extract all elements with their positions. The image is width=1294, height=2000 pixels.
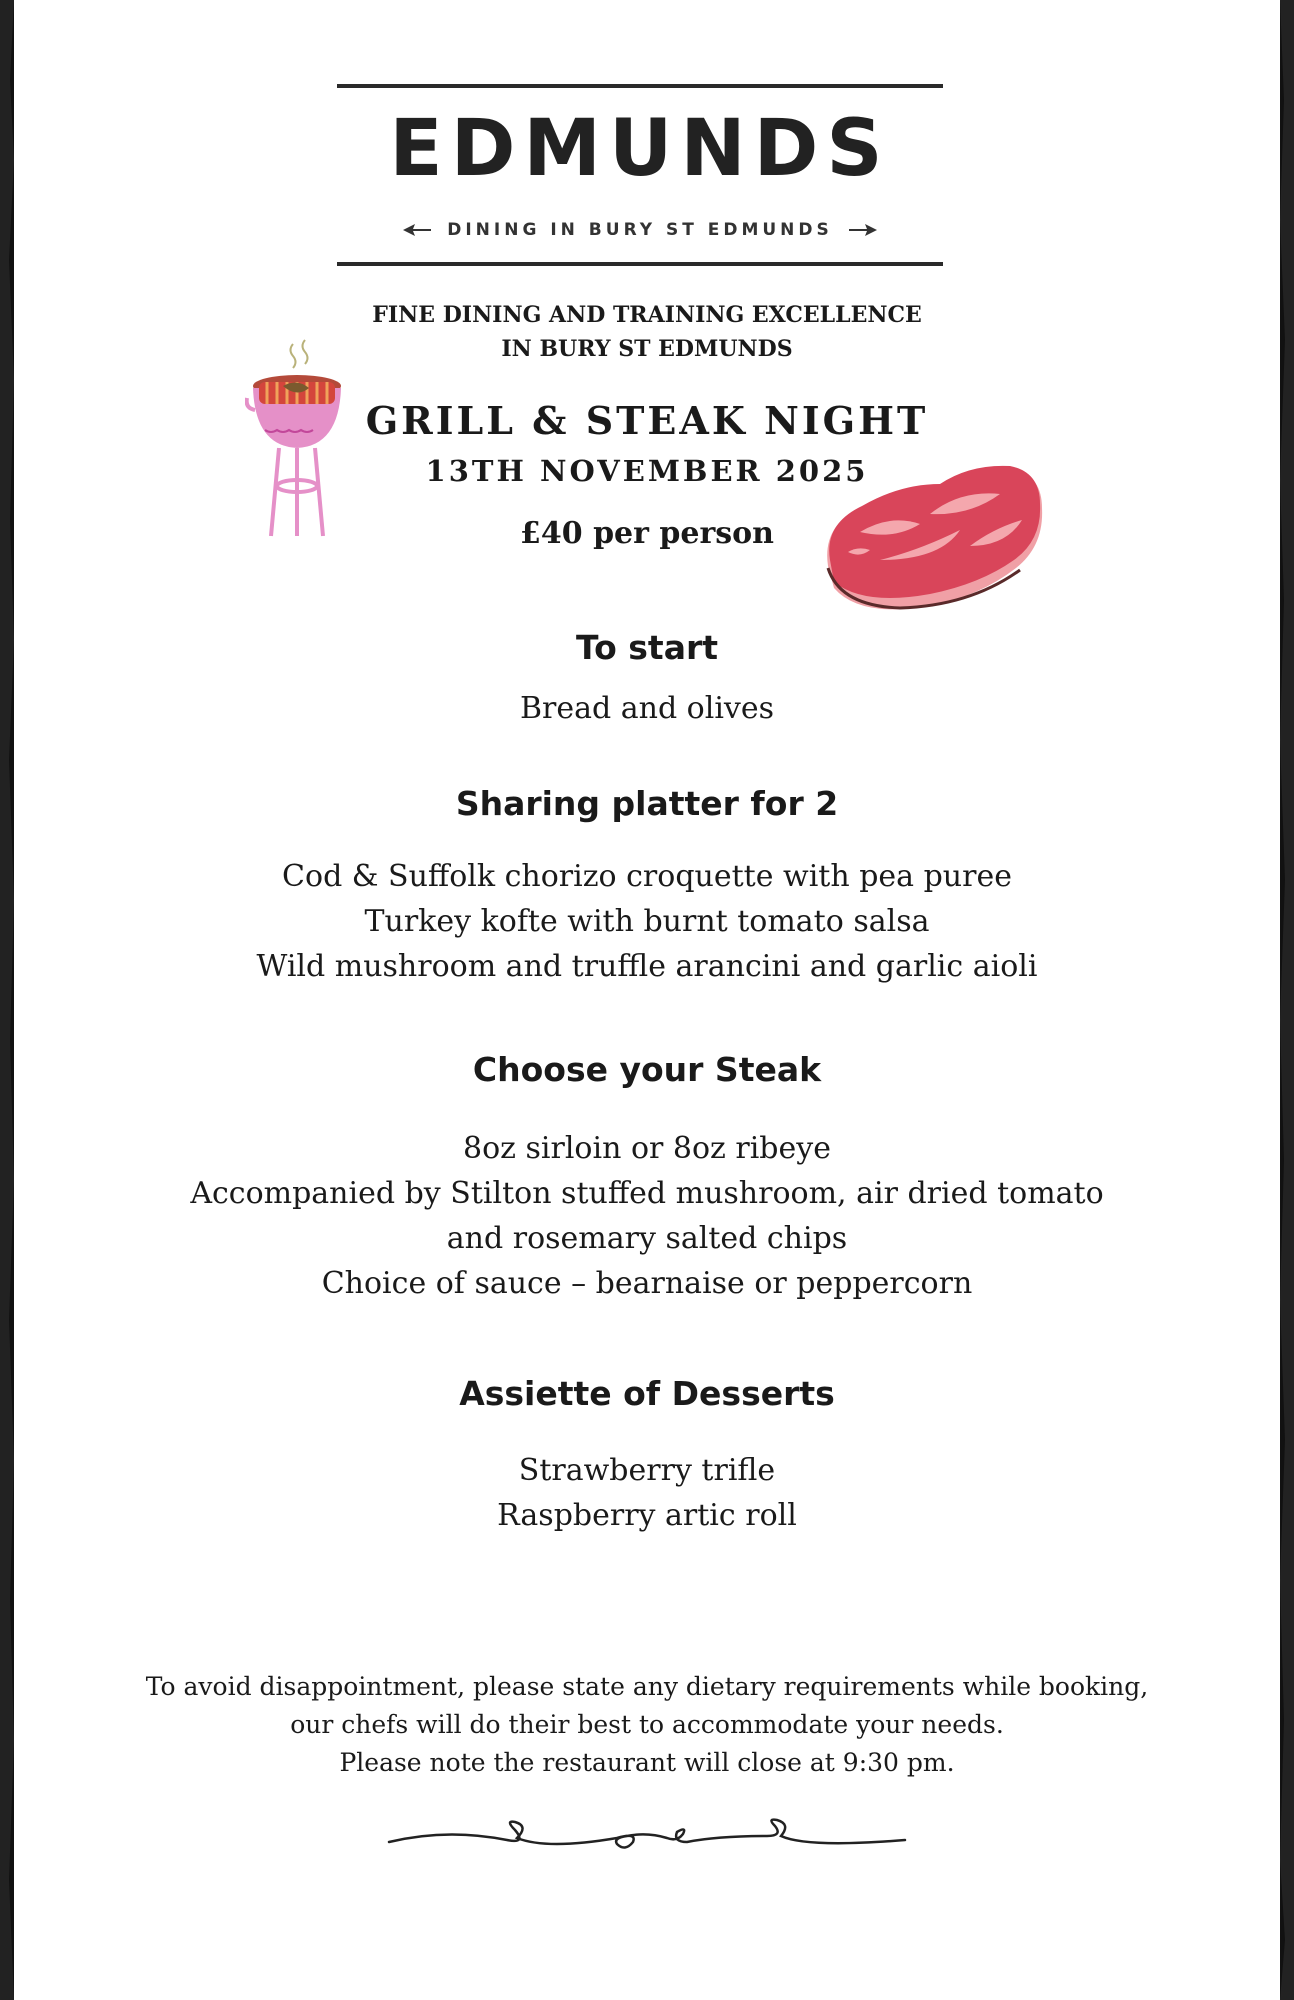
heading-sharing-platter: Sharing platter for 2 bbox=[455, 784, 839, 823]
menu-item: Strawberry trifle bbox=[518, 1453, 776, 1488]
menu-item: 8oz sirloin or 8oz ribeye bbox=[463, 1131, 831, 1166]
brand-name: EDMUNDS bbox=[389, 104, 891, 194]
dessert-items bbox=[0, 1448, 1294, 1538]
logo-top-rule bbox=[337, 84, 943, 88]
menu-item: and rosemary salted chips bbox=[446, 1221, 848, 1256]
menu-item: Cod & Suffolk chorizo croquette with pea puree bbox=[282, 859, 1012, 894]
event-date: 13TH NOVEMBER 2025 bbox=[425, 454, 869, 488]
heading-choose-steak: Choose your Steak bbox=[472, 1050, 822, 1089]
start-items bbox=[0, 686, 1294, 731]
menu-item: Bread and olives bbox=[519, 691, 775, 726]
heading-to-start: To start bbox=[575, 628, 719, 667]
steak-icon bbox=[820, 456, 1046, 621]
menu-item: Turkey kofte with burnt tomato salsa bbox=[364, 904, 930, 939]
footer-line-3: Please note the restaurant will close at 9:30 pm. bbox=[339, 1748, 955, 1777]
arrow-left-icon bbox=[403, 224, 431, 236]
steak-items bbox=[0, 1126, 1294, 1306]
menu-item: Wild mushroom and truffle arancini and garlic aioli bbox=[256, 949, 1038, 984]
heading-desserts: Assiette of Desserts bbox=[459, 1374, 835, 1413]
footer-line-1: To avoid disappointment, please state any dietary requirements while booking, bbox=[145, 1672, 1149, 1701]
tagline-row bbox=[337, 220, 943, 240]
footer-note bbox=[0, 1668, 1294, 1782]
menu-item: Raspberry artic roll bbox=[497, 1498, 797, 1533]
tagline: DINING IN BURY ST EDMUNDS bbox=[447, 220, 833, 240]
menu-item: Accompanied by Stilton stuffed mushroom, air dried tomato bbox=[190, 1176, 1104, 1211]
event-title: GRILL & STEAK NIGHT bbox=[365, 398, 929, 443]
menu-item: Choice of sauce – bearnaise or peppercorn bbox=[321, 1266, 973, 1301]
sharing-items bbox=[0, 854, 1294, 989]
intro-line-2: IN BURY ST EDMUNDS bbox=[501, 336, 793, 362]
swirl-divider bbox=[387, 1812, 907, 1856]
arrow-right-icon bbox=[849, 224, 877, 236]
intro-line-1: FINE DINING AND TRAINING EXCELLENCE bbox=[372, 302, 922, 328]
price: £40 per person bbox=[520, 516, 774, 551]
footer-line-2: our chefs will do their best to accommodate your needs. bbox=[290, 1710, 1004, 1739]
intro-text bbox=[0, 298, 1294, 366]
logo bbox=[337, 84, 943, 266]
logo-bottom-rule bbox=[337, 262, 943, 266]
